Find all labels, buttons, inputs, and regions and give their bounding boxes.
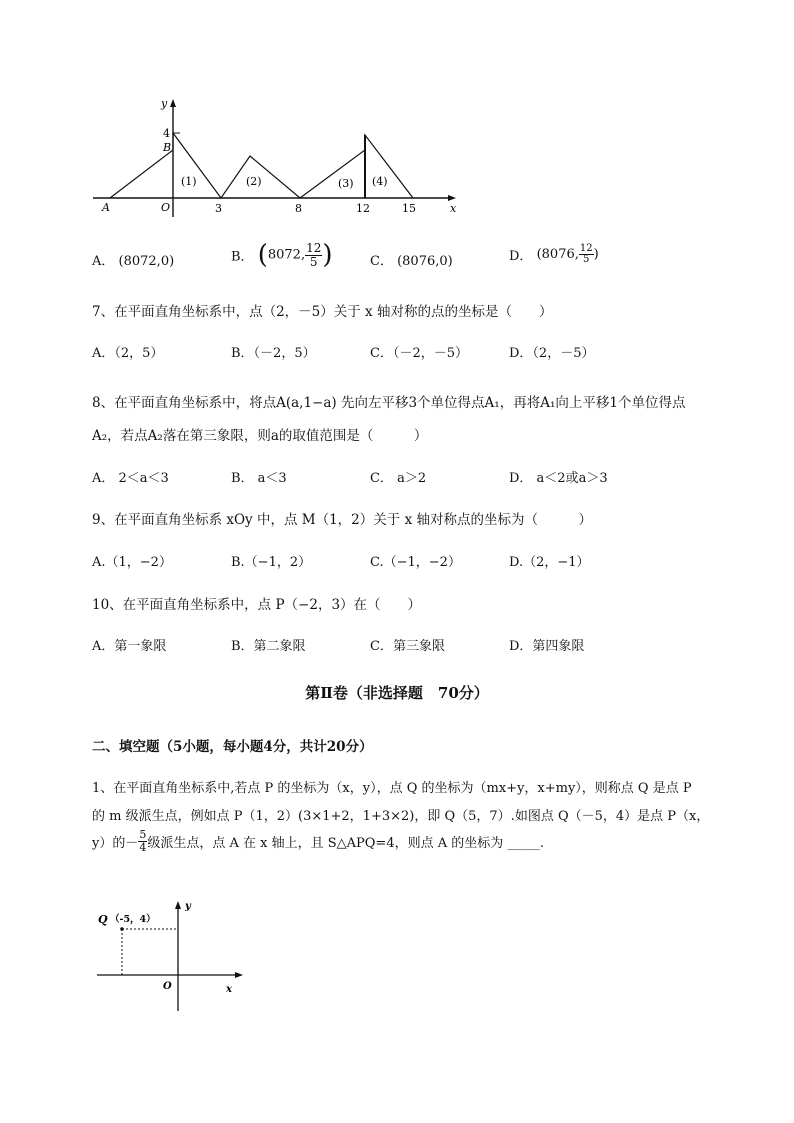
q7-option-c: C．（－2，－5） <box>370 346 468 361</box>
q7-option-b: B．（－2，5） <box>231 346 316 361</box>
region-label-1: (1) <box>181 175 197 188</box>
figure-zigzag-graph <box>88 95 468 220</box>
y-axis-label: y <box>161 97 168 110</box>
y-axis-arrow <box>175 901 181 909</box>
x-axis-arrow <box>235 972 243 978</box>
q9-option-c: C.（−1，−2） <box>370 555 461 570</box>
q8-stem-line2: A₂，若点A₂落在第三象限，则a的取值范围是（ ） <box>92 428 428 444</box>
x-axis-arrow <box>448 195 456 201</box>
origin-label-O: O <box>161 201 171 214</box>
point-q <box>120 927 124 931</box>
q6-option-c: C． (8076,0) <box>370 254 453 269</box>
origin-label-o: O <box>163 981 172 992</box>
figure-q-point-graph <box>92 893 252 1018</box>
section2-title: 二、填空题（5小题，每小题4分，共计20分） <box>92 739 373 755</box>
q7-stem: 7、在平面直角坐标系中，点（2，－5）关于 x 轴对称的点的坐标是（ ） <box>92 304 553 320</box>
q8-stem-line1: 8、在平面直角坐标系中，将点A(a,1−a) 先向左平移3个单位得点A₁，再将A₁向上平移1个单位得点 <box>92 395 686 411</box>
region-label-2: (2) <box>246 175 262 188</box>
zigzag-line <box>110 133 413 198</box>
region-label-4: (4) <box>372 175 388 188</box>
q8-option-d: D． a＜2或a＞3 <box>509 471 608 486</box>
point-label-B: B <box>163 141 172 154</box>
point-label-A: A <box>102 201 110 214</box>
y-axis-arrow <box>170 99 176 107</box>
q10-stem: 10、在平面直角坐标系中，点 P（−2，3）在（ ） <box>92 597 422 613</box>
q7-option-d: D．（2，－5） <box>509 346 595 361</box>
q8-option-b: B． a＜3 <box>231 471 287 486</box>
q9-option-b: B.（−1，2） <box>231 555 312 570</box>
q10-option-c: C．第三象限 <box>370 639 445 654</box>
q9-option-d: D.（2，−1） <box>509 555 590 570</box>
q10-option-d: D．第四象限 <box>509 639 585 654</box>
point-label-q: Q <box>98 913 108 926</box>
q10-option-a: A．第一象限 <box>92 639 167 654</box>
tick-label-3: 3 <box>215 202 222 215</box>
point-q-coord: （-5，4） <box>110 914 156 925</box>
tick-label-12: 12 <box>356 202 370 215</box>
part2-title: 第Ⅱ卷（非选择题 70分） <box>305 684 489 702</box>
region-label-3: (3) <box>338 177 354 190</box>
q10-option-b: B．第二象限 <box>231 639 306 654</box>
x-axis-label: x <box>226 984 232 995</box>
q8-option-a: A． 2＜a＜3 <box>92 471 169 486</box>
tick-label-15: 15 <box>402 202 416 215</box>
q9-stem: 9、在平面直角坐标系 xOy 中，点 M（1，2）关于 x 轴对称点的坐标为（ ） <box>92 512 592 528</box>
fill1-line2: 的 m 级派生点，例如点 P（1，2）(3×1+2，1+3×2)，即 Q（5，7）.如图点 Q（－5，4）是点 P（x， <box>92 809 710 824</box>
q8-option-c: C． a＞2 <box>370 471 427 486</box>
tick-label-4: 4 <box>163 127 170 140</box>
x-axis-label: x <box>450 202 457 215</box>
y-axis-label: y <box>185 901 191 912</box>
q7-option-a: A．（2，5） <box>92 346 164 361</box>
q6-option-a: A． (8072,0) <box>92 254 175 269</box>
q9-option-a: A.（1，−2） <box>92 555 172 570</box>
q6-option-b: B． (8072, $\frac{12}{5}$ ) <box>231 240 333 270</box>
fill1-line1: 1、在平面直角坐标系中,若点 P 的坐标为（x，y），点 Q 的坐标为（mx+y，x+my），则称点 Q 是点 P <box>92 781 692 796</box>
q6-option-d: D． (8076, $\frac{12}{5}$ ) <box>509 243 599 265</box>
fill1-line3: y）的－ $\frac{5}{4}$ 级派生点，点 A 在 x 轴上，且 S△APQ=4，则点 A 的坐标为 _____. <box>92 828 545 854</box>
tick-label-8: 8 <box>295 202 302 215</box>
